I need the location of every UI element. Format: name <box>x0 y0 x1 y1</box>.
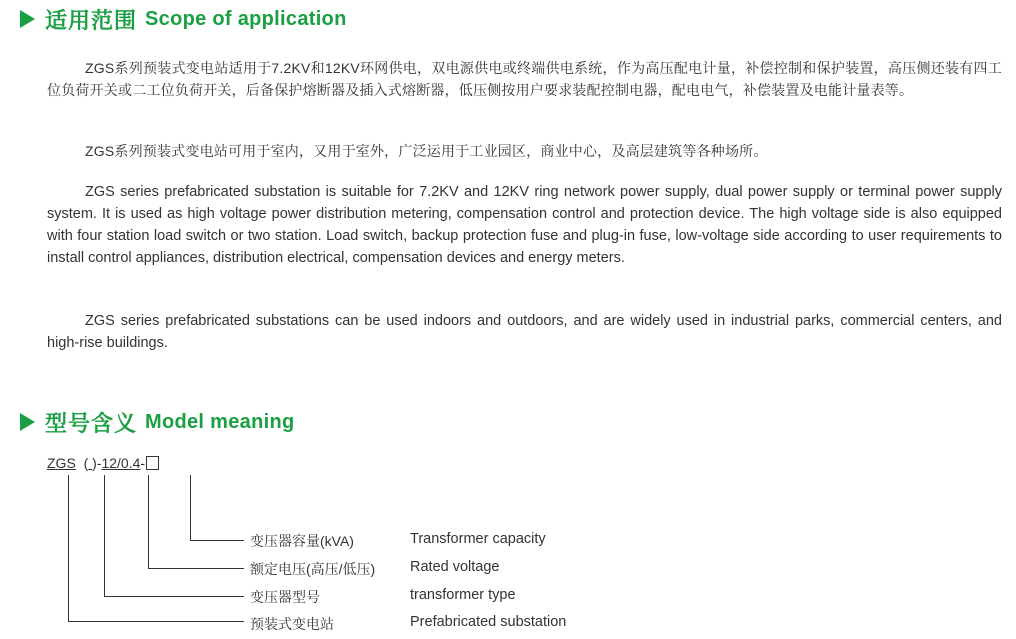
scope-paragraph-en-2: ZGS series prefabricated substations can be used indoors and outdoors, and are widely used in industrial parks, commercial centers, and high-rise buildings. <box>47 313 1002 351</box>
connector-line <box>190 475 191 540</box>
model-label-cn-type: 变压器型号 <box>250 589 320 605</box>
model-label-en-type: transformer type <box>410 587 516 603</box>
triangle-arrow-icon <box>20 10 35 28</box>
connector-line <box>68 475 69 621</box>
model-code-dash: - <box>96 455 102 471</box>
model-code-type <box>84 455 97 471</box>
connector-line <box>104 596 244 597</box>
model-code <box>47 455 159 471</box>
connector-line <box>68 621 244 622</box>
model-code-paren-close: ) <box>92 455 97 471</box>
scope-paragraph-en-1: ZGS series prefabricated substation is suitable for 7.2KV and 12KV ring network power supply, dual power supply or terminal power supply system. It is used as high voltage power distribution metering, compensation control and protection device. The high voltage side is also equipped with four station load switch or two station. Load switch, backup protection fuse and plug-in fuse, low-voltage side according to user requirements to install control appliances, distribution electrical, compensation devices and energy meters. <box>47 184 1002 266</box>
model-code-paren-open: ( <box>83 455 89 471</box>
model-code-capacity-box <box>146 456 159 470</box>
scope-paragraph-cn-2: ZGS系列预装式变电站可用于室内，又用于室外，广泛运用于工业园区，商业中心，及高层建筑等各种场所。 <box>85 143 768 159</box>
connector-line <box>148 568 244 569</box>
connector-line <box>104 475 105 596</box>
scope-paragraph-cn-1: ZGS系列预装式变电站适用于7.2KV和12KV环网供电，双电源供电或终端供电系统，作为高压配电计量，补偿控制和保护装置，高压侧还装有四工位负荷开关或二工位负荷开关，后备保护熔断器及插入式熔断器，低压侧按用户要求装配控制电器，配电电气，补偿装置及电能计量表等。 <box>47 60 1002 98</box>
model-label-cn-capacity: 变压器容量(kVA) <box>250 533 354 549</box>
connector-line <box>148 475 149 568</box>
model-section-title <box>20 408 294 436</box>
model-code-dash: - <box>140 455 146 471</box>
scope-title-en: Scope of application <box>145 7 347 30</box>
model-label-en-voltage: Rated voltage <box>410 559 500 575</box>
model-label-cn-voltage: 额定电压(高压/低压) <box>250 561 376 577</box>
model-label-en-capacity: Transformer capacity <box>410 531 546 547</box>
model-title-en: Model meaning <box>145 410 295 433</box>
scope-section-title <box>20 5 347 33</box>
model-label-cn-substation: 预装式变电站 <box>250 616 334 632</box>
model-code-voltage: 12/0.4 <box>101 455 141 471</box>
connector-line <box>190 540 244 541</box>
model-title-cn: 型号含义 <box>45 410 138 436</box>
model-code-prefix: ZGS <box>47 455 76 471</box>
scope-title-cn: 适用范围 <box>45 7 138 33</box>
model-label-en-substation: Prefabricated substation <box>410 614 567 630</box>
triangle-arrow-icon <box>20 413 35 431</box>
